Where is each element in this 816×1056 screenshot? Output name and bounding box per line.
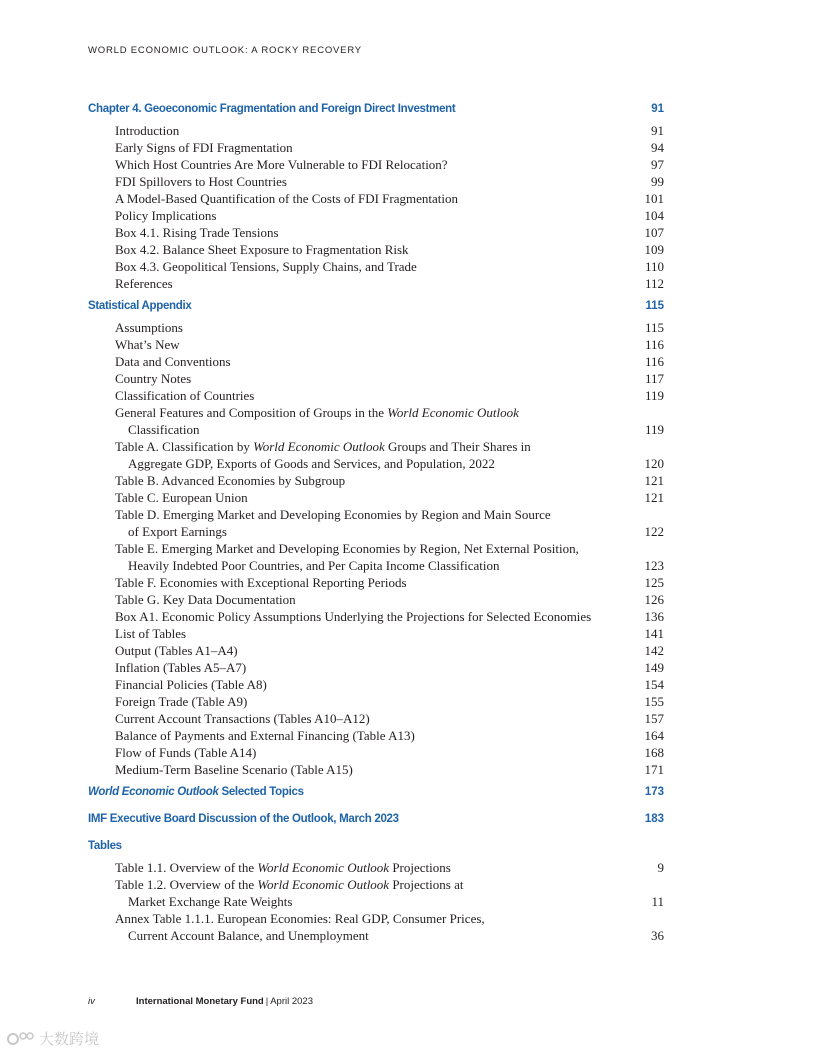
entry-page: 101 — [644, 191, 664, 206]
toc-entry[interactable] — [88, 472, 664, 489]
entry-page: 107 — [644, 225, 664, 240]
entry-page: 116 — [644, 337, 664, 352]
section-title: IMF Executive Board Discussion of the Outlook, March 2023 — [88, 813, 399, 825]
section-page: 173 — [644, 786, 664, 798]
toc-section-heading[interactable] — [88, 298, 664, 315]
footer-separator: | — [265, 996, 269, 1007]
entry-text: What’s New — [115, 337, 180, 352]
entry-page: 171 — [644, 762, 664, 777]
entry-text: Table E. Emerging Market and Developing Economies by Region, Net External Position, Heavily Indebted Poor Countries, and Per Capita Income Classification — [115, 541, 579, 573]
toc-entry[interactable] — [88, 506, 664, 540]
entry-page: 119 — [644, 388, 664, 403]
toc-entry[interactable] — [88, 190, 664, 207]
entry-page: 99 — [651, 174, 664, 189]
entry-text: Which Host Countries Are More Vulnerable to FDI Relocation? — [115, 157, 448, 172]
entry-text: List of Tables — [115, 626, 187, 641]
toc-entry[interactable] — [88, 387, 664, 404]
toc-section-heading[interactable] — [88, 811, 664, 828]
entry-page: 142 — [644, 643, 664, 658]
entry-text: Box A1. Economic Policy Assumptions Underlying the Projections for Selected Economies — [115, 609, 592, 624]
entry-page: 120 — [644, 456, 664, 471]
entry-text: Medium-Term Baseline Scenario (Table A15) — [115, 762, 353, 777]
entry-page: 112 — [644, 276, 664, 291]
toc-entry[interactable] — [88, 910, 664, 944]
entry-text: Classification of Countries — [115, 388, 255, 403]
entry-page: 168 — [644, 745, 664, 760]
section-title-italic: World Economic Outlook — [88, 786, 219, 798]
entry-page: 9 — [657, 860, 664, 875]
entry-text: Output (Tables A1–A4) — [115, 643, 238, 658]
entry-text: Data and Conventions — [115, 354, 231, 369]
entry-page: 119 — [644, 422, 664, 437]
toc-entry[interactable] — [88, 489, 664, 506]
entry-page: 104 — [644, 208, 664, 223]
toc-section-heading[interactable] — [88, 838, 664, 855]
entry-page: 110 — [644, 259, 664, 274]
toc-entry[interactable] — [88, 625, 664, 642]
running-head: WORLD ECONOMIC OUTLOOK: A ROCKY RECOVERY — [88, 45, 362, 56]
entry-text: Inflation (Tables A5–A7) — [115, 660, 247, 675]
entry-page: 109 — [644, 242, 664, 257]
toc-entry[interactable] — [88, 241, 664, 258]
entry-page: 155 — [644, 694, 664, 709]
entry-text: Early Signs of FDI Fragmentation — [115, 140, 293, 155]
toc-entry[interactable] — [88, 608, 664, 625]
entry-text: FDI Spillovers to Host Countries — [115, 174, 287, 189]
entry-text: Annex Table 1.1.1. European Economies: Real GDP, Consumer Prices, Current Account Balance, and Unemployment — [115, 911, 485, 943]
entry-text: Flow of Funds (Table A14) — [115, 745, 257, 760]
entry-text: General Features and Composition of Groups in the World Economic Outlook Classification — [115, 405, 519, 437]
toc-entry[interactable] — [88, 859, 664, 876]
entry-page: 94 — [651, 140, 664, 155]
entry-page: 123 — [644, 558, 664, 573]
entry-text: Policy Implications — [115, 208, 217, 223]
toc-entry[interactable] — [88, 761, 664, 778]
toc-entry[interactable] — [88, 876, 664, 910]
entry-text: Table 1.2. Overview of the World Economic Outlook Projections at Market Exchange Rate Weights — [115, 877, 464, 909]
entry-text: Assumptions — [115, 320, 183, 335]
toc-section-heading[interactable] — [88, 101, 664, 118]
toc-entry[interactable] — [88, 353, 664, 370]
publication-date: April 2023 — [270, 996, 313, 1007]
toc-entry[interactable] — [88, 540, 664, 574]
toc-entry[interactable] — [88, 122, 664, 139]
watermark-logo-icon — [6, 1030, 36, 1048]
entry-page: 91 — [651, 123, 664, 138]
table-of-contents — [88, 101, 664, 944]
entry-page: 36 — [651, 928, 664, 943]
entry-page: 115 — [644, 320, 664, 335]
entry-text: Box 4.3. Geopolitical Tensions, Supply Chains, and Trade — [115, 259, 417, 274]
entry-page: 154 — [644, 677, 664, 692]
toc-section-heading[interactable] — [88, 784, 664, 801]
entry-page: 11 — [651, 894, 664, 909]
entry-page: 126 — [644, 592, 664, 607]
entry-page: 116 — [644, 354, 664, 369]
toc-entry[interactable] — [88, 642, 664, 659]
toc-entry[interactable] — [88, 156, 664, 173]
entry-page: 141 — [644, 626, 664, 641]
entry-text: Box 4.2. Balance Sheet Exposure to Fragmentation Risk — [115, 242, 409, 257]
toc-entry[interactable] — [88, 744, 664, 761]
entry-page: 149 — [644, 660, 664, 675]
entry-text: Financial Policies (Table A8) — [115, 677, 267, 692]
entry-text: Table G. Key Data Documentation — [115, 592, 296, 607]
entry-text: Introduction — [115, 123, 180, 138]
entry-text: References — [115, 276, 173, 291]
entry-text: A Model-Based Quantification of the Costs of FDI Fragmentation — [115, 191, 459, 206]
section-page: 91 — [651, 103, 664, 115]
entry-page: 136 — [644, 609, 664, 624]
toc-entry[interactable] — [88, 693, 664, 710]
section-title: Tables — [88, 840, 122, 852]
toc-entry[interactable] — [88, 319, 664, 336]
entry-text: Foreign Trade (Table A9) — [115, 694, 248, 709]
toc-entry[interactable] — [88, 404, 664, 438]
section-page: 115 — [645, 300, 664, 312]
entry-text: Table D. Emerging Market and Developing Economies by Region and Main Source of Export Earnings — [115, 507, 551, 539]
entry-page: 121 — [644, 473, 664, 488]
toc-entry[interactable] — [88, 710, 664, 727]
entry-page: 122 — [644, 524, 664, 539]
toc-entry[interactable] — [88, 370, 664, 387]
section-title-rest: Selected Topics — [218, 786, 304, 798]
toc-entry[interactable] — [88, 591, 664, 608]
page-number: iv — [88, 996, 95, 1007]
toc-entry[interactable] — [88, 336, 664, 353]
publisher-name: International Monetary Fund — [136, 996, 264, 1007]
toc-entry[interactable] — [88, 574, 664, 591]
entry-text: Table B. Advanced Economies by Subgroup — [115, 473, 346, 488]
section-title: Chapter 4. Geoeconomic Fragmentation and Foreign Direct Investment — [88, 103, 456, 115]
entry-text: Box 4.1. Rising Trade Tensions — [115, 225, 279, 240]
entry-text: Table 1.1. Overview of the World Economic Outlook Projections — [115, 860, 451, 875]
section-page: 183 — [644, 813, 664, 825]
toc-entry[interactable] — [88, 139, 664, 156]
entry-text: Table A. Classification by World Economic Outlook Groups and Their Shares in Aggregate GDP, Exports of Goods and Services, and Population, 2022 — [115, 439, 531, 471]
watermark-text: 大数跨境 — [39, 1030, 100, 1048]
toc-entry[interactable] — [88, 258, 664, 275]
section-title: Statistical Appendix — [88, 300, 192, 312]
toc-entry[interactable] — [88, 659, 664, 676]
toc-entry[interactable] — [88, 275, 664, 292]
entry-page: 125 — [644, 575, 664, 590]
entry-text: Country Notes — [115, 371, 192, 386]
toc-entry[interactable] — [88, 438, 664, 472]
entry-page: 117 — [644, 371, 664, 386]
entry-text: Current Account Transactions (Tables A10–A12) — [115, 711, 370, 726]
section-title — [88, 784, 304, 801]
entry-page: 164 — [644, 728, 664, 743]
toc-entry[interactable] — [88, 173, 664, 190]
entry-text: Table C. European Union — [115, 490, 248, 505]
toc-entry[interactable] — [88, 224, 664, 241]
entry-page: 157 — [644, 711, 664, 726]
page-footer — [88, 996, 313, 1007]
toc-entry[interactable] — [88, 676, 664, 693]
watermark — [6, 1028, 99, 1049]
entry-page: 121 — [644, 490, 664, 505]
toc-entry[interactable] — [88, 727, 664, 744]
entry-text: Table F. Economies with Exceptional Reporting Periods — [115, 575, 407, 590]
entry-page: 97 — [651, 157, 664, 172]
entry-text: Balance of Payments and External Financing (Table A13) — [115, 728, 415, 743]
toc-entry[interactable] — [88, 207, 664, 224]
